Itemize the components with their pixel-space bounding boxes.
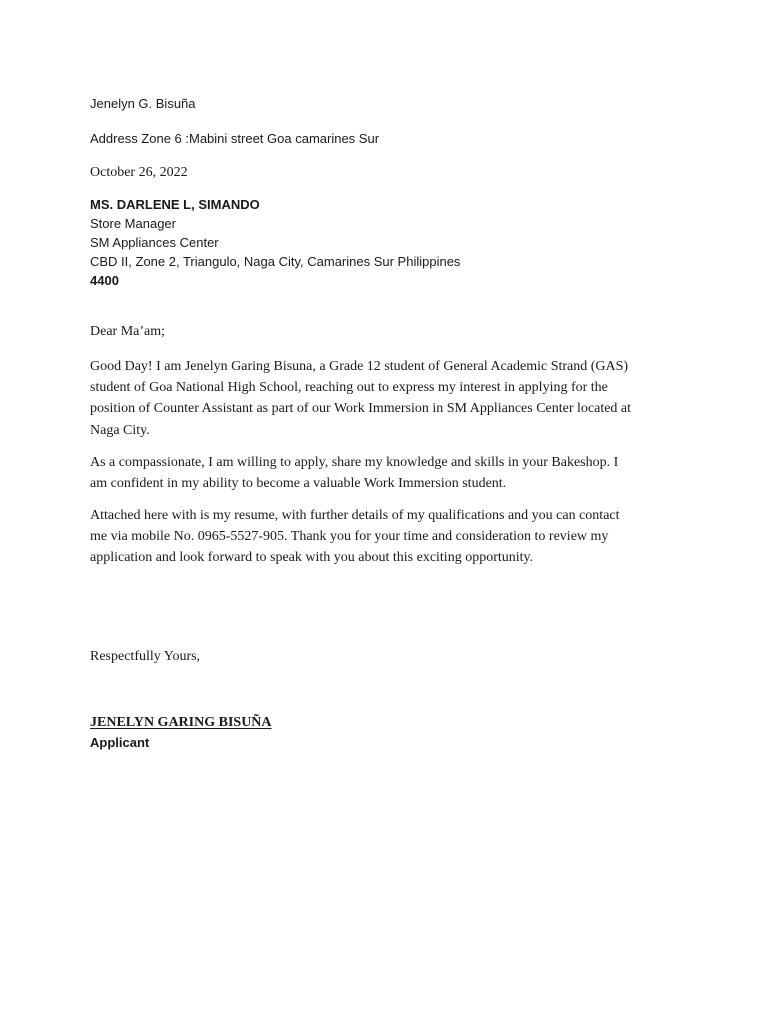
recipient-block xyxy=(90,195,690,290)
recipient-company: SM Appliances Center xyxy=(90,235,219,250)
signature-role: Applicant xyxy=(90,735,150,750)
paragraph-line: As a compassionate, I am willing to apply, share my knowledge and skills in your Bakeshop. I xyxy=(90,455,619,470)
paragraph-line: Naga City. xyxy=(90,422,150,438)
paragraph-line: Good Day! I am Jenelyn Garing Bisuna, a Grade 12 student of General Academic Strand (GAS) xyxy=(90,359,629,374)
signature-name-text: JENELYN GARING BISUÑA xyxy=(90,715,272,730)
paragraph-line: Attached here with is my resume, with further details of my qualifications and you can contact xyxy=(90,508,620,523)
sender-name: Jenelyn G. Bisuña xyxy=(90,96,196,111)
paragraph-line: student of Goa National High School, reaching out to express my interest in applying for the xyxy=(90,380,608,396)
recipient-zip: 4400 xyxy=(90,273,119,288)
signature-name xyxy=(90,713,690,732)
paragraph-line: me via mobile No. 0965-5527-905. Thank you for your time and consideration to review my xyxy=(90,529,609,545)
closing: Respectfully Yours, xyxy=(90,649,201,664)
recipient-address: CBD II, Zone 2, Triangulo, Naga City, Camarines Sur Philippines xyxy=(90,254,461,269)
recipient-title: Store Manager xyxy=(90,216,176,231)
salutation: Dear Ma’am; xyxy=(90,324,166,339)
paragraph-line: am confident in my ability to become a valuable Work Immersion student. xyxy=(90,476,507,492)
paragraph-line: position of Counter Assistant as part of our Work Immersion in SM Appliances Center located at xyxy=(90,401,632,417)
paragraph-line: application and look forward to speak with you about this exciting opportunity. xyxy=(90,550,534,566)
recipient-name: MS. DARLENE L, SIMANDO xyxy=(90,197,260,212)
sender-address: Address Zone 6 :Mabini street Goa camarines Sur xyxy=(90,131,380,146)
body-paragraph xyxy=(90,452,690,494)
letter-date: October 26, 2022 xyxy=(90,165,188,180)
body-paragraph xyxy=(90,356,690,441)
body-paragraph xyxy=(90,505,690,569)
